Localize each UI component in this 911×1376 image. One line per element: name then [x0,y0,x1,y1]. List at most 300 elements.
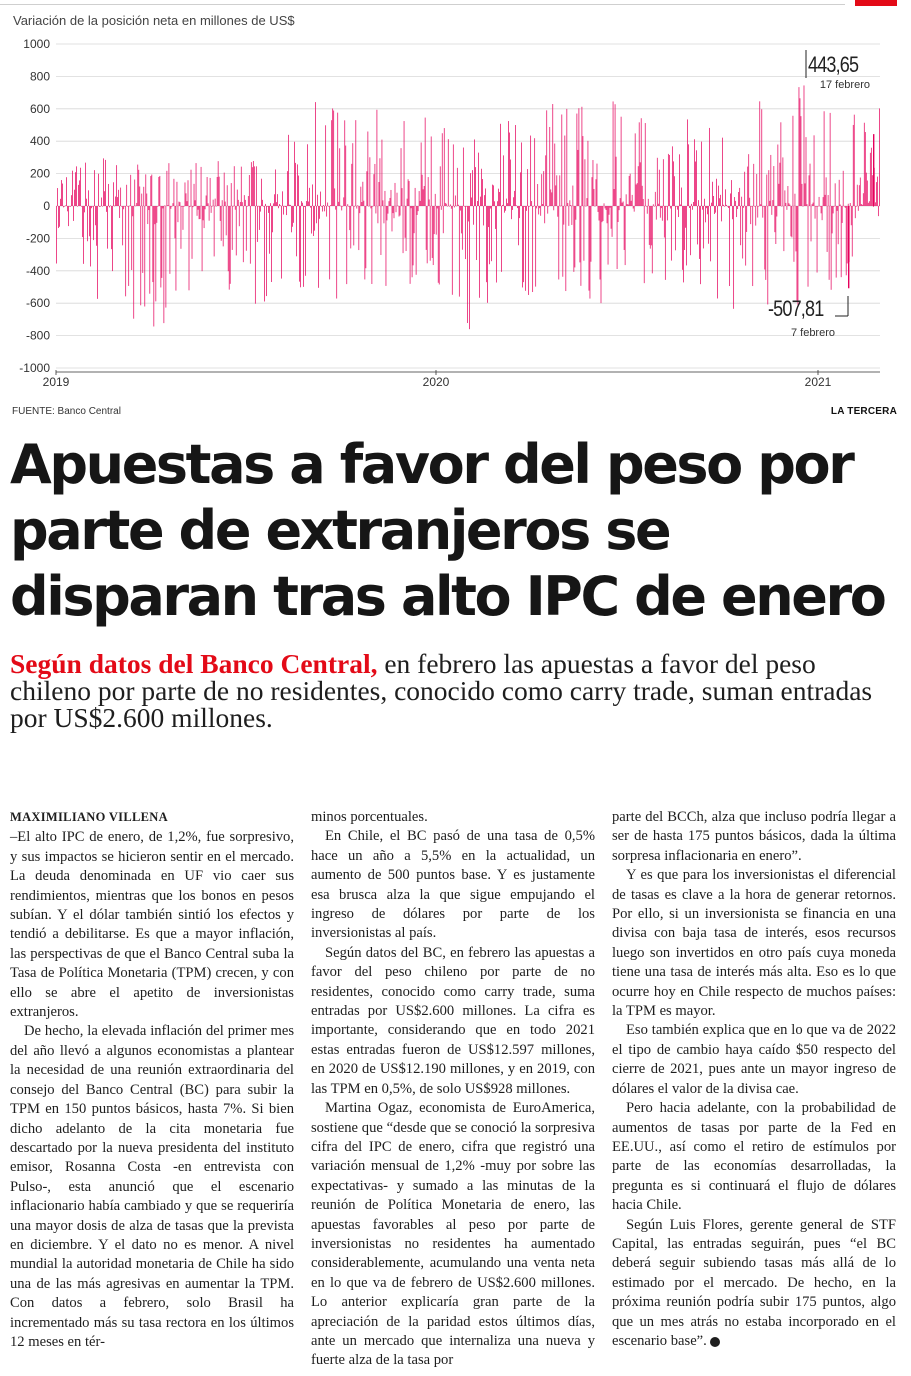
bar [567,203,568,206]
bar [114,206,115,207]
bar [739,188,740,206]
bar [710,206,711,261]
bar [651,206,652,245]
bar [333,111,334,206]
bar [801,116,802,206]
bar [680,205,681,206]
bar [92,206,93,207]
bar [482,179,483,206]
bar [579,108,580,206]
bar [406,206,407,251]
bar [750,206,751,224]
bar [712,182,713,206]
bar [161,206,162,287]
bar [507,203,508,206]
bar [798,206,799,305]
bar [79,180,80,206]
article-column-3 [612,808,896,1363]
bar [65,205,66,206]
bar [321,206,322,207]
bar [202,206,203,271]
bar [254,166,255,206]
bar [208,203,209,206]
bar [711,203,712,206]
bar [204,206,205,228]
bar [128,206,129,286]
bar [803,206,804,207]
bar [434,206,435,234]
bar [188,180,189,206]
bar [642,186,643,206]
bar [94,170,95,206]
bar [106,206,107,212]
bar [494,201,495,206]
bar [839,180,840,206]
bar [683,206,684,282]
bar [366,206,367,268]
bar [169,163,170,206]
bar [392,206,393,231]
bar [677,206,678,210]
bar [462,206,463,250]
bar [844,206,845,207]
bar [850,203,851,206]
bar [284,206,285,207]
bar [676,206,677,207]
bar [552,104,553,206]
bar [354,206,355,207]
bar [371,206,372,208]
bar [313,206,314,236]
bar [444,128,445,206]
bar [488,206,489,227]
bar [253,161,254,206]
bar [459,206,460,297]
bar [455,195,456,206]
net-position-chart [0,6,911,401]
bar [846,206,847,275]
bar [173,203,174,206]
bar [432,206,433,258]
bar [393,206,394,213]
bar [738,192,739,206]
bar [160,176,161,206]
bar [649,206,650,245]
bar [832,206,833,233]
bar [604,203,605,206]
bar [791,206,792,236]
y-tick-label: -200 [25,231,50,246]
bar [855,206,856,218]
bar [607,206,608,223]
bar [76,166,77,206]
bar [334,188,335,206]
bar [478,153,479,206]
bar [466,206,467,207]
bar [534,138,535,206]
bar [442,133,443,206]
bar [398,206,399,207]
bar [402,188,403,206]
bar [866,173,867,206]
bar [449,206,450,207]
y-tick-label: 200 [29,166,50,181]
bar [761,109,762,206]
bar [223,206,224,246]
bar [581,206,582,286]
bar [549,127,550,206]
bar [386,206,387,286]
bar [261,179,262,206]
bar [326,206,327,217]
bar [690,206,691,255]
bar [701,142,702,206]
bar [481,169,482,206]
bar [225,202,226,206]
bar [696,150,697,206]
bar [614,189,615,206]
bar [862,205,863,206]
bar [782,206,783,207]
bar [360,187,361,206]
bar [648,199,649,206]
bar [294,142,295,206]
bar [314,206,315,231]
bar [112,206,113,271]
bar [83,206,84,264]
bar [643,199,644,206]
bar [618,206,619,222]
bar [139,186,140,206]
bar [152,206,153,282]
bar [363,201,364,206]
bar [873,134,874,206]
bar [194,184,195,206]
bar [723,205,724,206]
bar [524,206,525,207]
bar [381,206,382,255]
bar [276,202,277,206]
bar [647,206,648,214]
bar [746,206,747,232]
bar [118,190,119,206]
bar [631,201,632,206]
bar [583,136,584,206]
bar [556,175,557,206]
bar [667,206,668,220]
bar [238,200,239,206]
bar [571,205,572,206]
bar [606,206,607,210]
bar [267,206,268,207]
bar [446,204,447,206]
bar [340,206,341,207]
bar [77,206,78,207]
bar [639,122,640,206]
bar [56,206,57,264]
bar [576,206,577,220]
bar [97,206,98,299]
bar [824,111,825,206]
bar [265,204,266,206]
bar [210,178,211,206]
headline: Apuestas a favor del peso por parte de extranjeros se disparan tras alto IPC de enero [10,433,885,628]
bar [352,143,353,206]
bar [372,206,373,284]
bar [305,206,306,276]
bar [383,200,384,206]
bar [708,206,709,244]
bar [704,199,705,206]
article-column-1 [10,808,294,1363]
bar [61,180,62,206]
bar [540,206,541,216]
bar [718,186,719,206]
bar [295,163,296,206]
bar [745,206,746,266]
paragraph: Pero hacia adelante, con la probabilidad de aumentos de tasas por parte de la Fed en EE.UU., así como el retiro de estímulos por parte de las economías desarrolladas, la pregunta es si continuará el flujo de dólares hacia Chile. [612,1100,896,1214]
bar [624,206,625,250]
bar [288,135,289,206]
bar [858,206,859,211]
bar [598,206,599,212]
bar [657,158,658,206]
bar [487,206,488,303]
bar [823,197,824,206]
bar [744,172,745,206]
y-tick-label: -400 [25,263,50,278]
bar [813,203,814,206]
bar [749,198,750,206]
bar [233,206,234,207]
bar [693,202,694,206]
bar [179,202,180,206]
bar [720,195,721,206]
bar [270,203,271,206]
bar [282,191,283,206]
bar [713,196,714,206]
bar [298,176,299,206]
bar [486,206,487,282]
bar [568,206,569,226]
bar [770,155,771,206]
bar [554,144,555,206]
bar [775,206,776,244]
bar [484,195,485,206]
bar [443,206,444,233]
bar [551,192,552,206]
bar [236,206,237,255]
bar [857,185,858,206]
bar [531,201,532,206]
bar [394,206,395,218]
bar [573,186,574,206]
byline: MAXIMILIANO VILLENA [10,810,168,824]
bar [623,201,624,206]
bar [60,199,61,206]
bar [318,206,319,288]
bar [755,206,756,226]
bar [553,206,554,210]
bar [266,206,267,296]
annotation-value: -507,81 [768,297,824,322]
bar [802,184,803,206]
bar [594,189,595,206]
bar [440,166,441,206]
bar [505,206,506,211]
bar [365,206,366,279]
bar [312,184,313,206]
bar [228,206,229,271]
bar [522,206,523,287]
bar [176,206,177,291]
bar [716,179,717,206]
bar [495,206,496,229]
bar [84,206,85,212]
bar [771,206,772,215]
bar [174,179,175,206]
bar [165,205,166,206]
bar [368,132,369,207]
bar [555,185,556,206]
bar [601,206,602,303]
bar [141,194,142,206]
bar [811,206,812,241]
bar [834,206,835,207]
bar [451,206,452,209]
bar [679,154,680,206]
bar [423,189,424,206]
bar [330,205,331,206]
bar [73,206,74,221]
bar [503,155,504,206]
bar [244,195,245,206]
bar [768,170,769,206]
bar [526,206,527,211]
bar [778,145,779,206]
bar [341,206,342,210]
bar [842,206,843,223]
bar [153,206,154,326]
bar [788,186,789,206]
bar [757,206,758,218]
bar [467,206,468,323]
bar [585,159,586,206]
bar [237,190,238,206]
bar [816,206,817,207]
bar [151,175,152,206]
bar [411,206,412,208]
bar [206,195,207,206]
bar [91,206,92,208]
bar [654,206,655,207]
bar [422,175,423,206]
bar [144,206,145,306]
bar [475,167,476,206]
bar [675,206,676,250]
bar [560,206,561,207]
bar [150,176,151,206]
bar [64,206,65,207]
bar [248,196,249,206]
bar [668,154,669,206]
bar [70,206,71,207]
bar [508,121,509,206]
bar [355,120,356,206]
bar [438,206,439,283]
bar [662,206,663,221]
bar [867,181,868,206]
bar [584,206,585,261]
bar [439,206,440,284]
bar [730,193,731,206]
bar [69,206,70,207]
bar [389,201,390,206]
bar [339,148,340,206]
bar [122,206,123,245]
bar [792,206,793,237]
bar [116,165,117,206]
bar [189,206,190,290]
bar [415,188,416,206]
bar [404,121,405,206]
bar [853,125,854,206]
bar [476,206,477,260]
bar [533,206,534,207]
bar [269,206,270,254]
bar [308,201,309,206]
bar [625,206,626,265]
bar [251,162,252,206]
bar [644,206,645,283]
bar [211,206,212,213]
bar [290,205,291,206]
bar [346,206,347,284]
bar [612,206,613,237]
bar [357,205,358,206]
bar [665,206,666,280]
bar [159,177,160,206]
bar [603,206,604,221]
bar [514,191,515,206]
bar [830,113,831,206]
bar [456,206,457,207]
bar [117,197,118,206]
bar [362,182,363,206]
bar [382,140,383,206]
bar [599,206,600,221]
bar [126,185,127,206]
bar [751,206,752,207]
bar [234,166,235,206]
bar [178,206,179,222]
bar [164,206,165,323]
bar [63,206,64,207]
bar [870,153,871,206]
bar [547,206,548,214]
bar [85,163,86,206]
bar [544,206,545,223]
bar [88,190,89,206]
bar [78,185,79,206]
bar [359,206,360,213]
bar [596,179,597,206]
bar [135,206,136,207]
bar [142,206,143,273]
bar [827,206,828,252]
bar [794,206,795,262]
bar [250,206,251,264]
